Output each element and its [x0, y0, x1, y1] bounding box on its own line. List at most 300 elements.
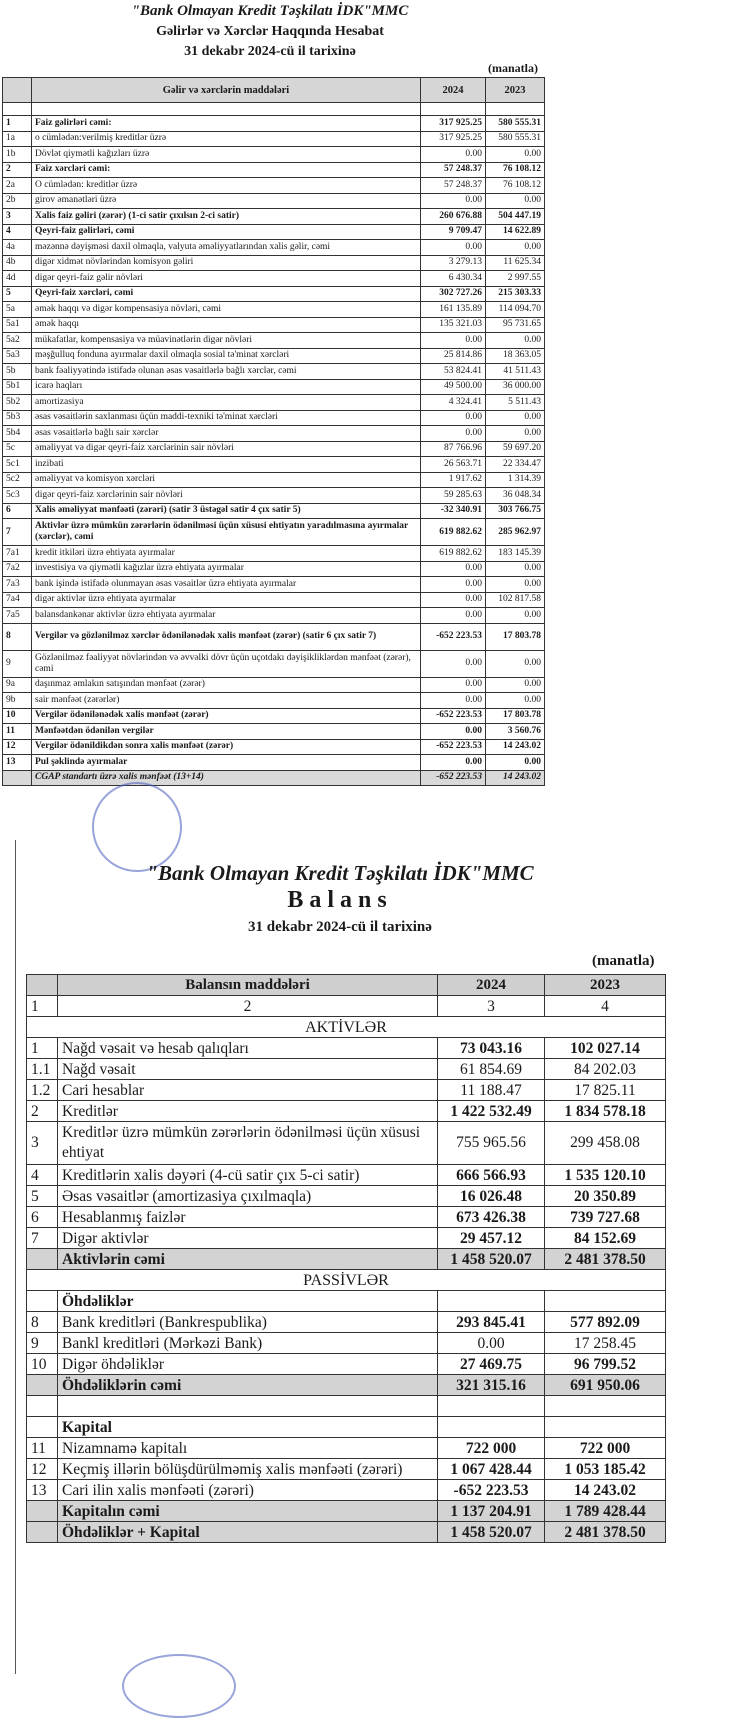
value-2024: 0.00	[438, 1333, 545, 1354]
row-number: 13	[27, 1480, 58, 1501]
row-number	[27, 1291, 58, 1312]
income-row	[3, 379, 545, 395]
income-row	[3, 770, 545, 786]
value-2023: 580 555.31	[486, 131, 545, 147]
value-2023: 102 817.58	[486, 592, 545, 608]
value-2023: 0.00	[486, 577, 545, 593]
row-label: Kreditlər	[58, 1101, 438, 1122]
value-2023: 1 314.39	[486, 472, 545, 488]
value-2024: 0.00	[421, 426, 486, 442]
col-index-1: 1	[27, 996, 58, 1017]
value-2023: 102 027.14	[545, 1038, 666, 1059]
header-2023: 2023	[545, 975, 666, 996]
report-title: Gəlirlər və Xərclər Haqqında Hesabat	[156, 24, 384, 39]
blank-row	[27, 1396, 666, 1417]
value-2023: 17 258.45	[545, 1333, 666, 1354]
value-2023: 14 622.89	[486, 224, 545, 240]
row-number: 12	[3, 739, 32, 755]
value-2023: 504 447.19	[486, 209, 545, 225]
value-2023: 59 697.20	[486, 441, 545, 457]
currency-unit: (manatla)	[488, 61, 538, 75]
column-index-row	[27, 996, 666, 1017]
income-table	[2, 77, 545, 786]
row-label: investisiya və qiymətli kağızlar üzrə ehtiyata ayırmalar	[32, 561, 421, 577]
value-2023: 22 334.47	[486, 457, 545, 473]
income-row	[3, 224, 545, 240]
row-label: balansdankənar aktivlər üzrə ehtiyata ayırmalar	[32, 608, 421, 624]
value-2024: -652 223.53	[421, 708, 486, 724]
row-number: 1.1	[27, 1059, 58, 1080]
report-date: 31 dekabr 2024-cü il tarixinə	[248, 919, 432, 935]
income-row	[3, 519, 545, 546]
row-label: digər qeyri-faiz xərclərinin sair növləri	[32, 488, 421, 504]
row-number	[27, 1501, 58, 1522]
row-number: 4a	[3, 240, 32, 256]
row-label: Vergilər ödənilənədək xalis mənfəət (zərər)	[32, 708, 421, 724]
value-2024: 317 925.25	[421, 116, 486, 132]
row-label: digər xidmət növlərindən komisyon gəliri	[32, 255, 421, 271]
value-2024: 722 000	[438, 1438, 545, 1459]
income-row	[3, 608, 545, 624]
row-label: Keçmiş illərin bölüşdürülməmiş xalis mənfəəti (zərəri)	[58, 1459, 438, 1480]
liabilities-group-row	[27, 1291, 666, 1312]
row-number: 10	[3, 708, 32, 724]
income-statement-page	[0, 0, 756, 840]
row-label: Faiz xərcləri cəmi:	[32, 162, 421, 178]
row-number: 2b	[3, 193, 32, 209]
value-2023: 0.00	[486, 608, 545, 624]
income-row	[3, 546, 545, 562]
income-row	[3, 561, 545, 577]
row-number: 5a	[3, 302, 32, 318]
row-number: 7	[27, 1228, 58, 1249]
value-2024: 161 135.89	[421, 302, 486, 318]
income-row	[3, 592, 545, 608]
liabilities-total-row	[27, 1375, 666, 1396]
row-number: 5a2	[3, 333, 32, 349]
income-row	[3, 650, 545, 677]
value-2023: 11 625.34	[486, 255, 545, 271]
row-number: 6	[27, 1207, 58, 1228]
value-2023	[545, 1417, 666, 1438]
assets-total-row	[27, 1249, 666, 1270]
value-2023: 739 727.68	[545, 1207, 666, 1228]
header-2024: 2024	[438, 975, 545, 996]
value-2024: 135 321.03	[421, 317, 486, 333]
row-number: 5c1	[3, 457, 32, 473]
value-2023	[545, 1291, 666, 1312]
value-2023: 5 511.43	[486, 395, 545, 411]
value-2024: -652 223.53	[421, 739, 486, 755]
value-2024: 16 026.48	[438, 1186, 545, 1207]
row-number: 5b1	[3, 379, 32, 395]
value-2024: 27 469.75	[438, 1354, 545, 1375]
row-label: icarə haqları	[32, 379, 421, 395]
value-2023: 0.00	[486, 333, 545, 349]
row-number: 7a4	[3, 592, 32, 608]
value-2023: 2 481 378.50	[545, 1522, 666, 1543]
header-2023: 2023	[486, 78, 545, 103]
value-2023: 1 053 185.42	[545, 1459, 666, 1480]
value-2024: 666 566.93	[438, 1165, 545, 1186]
row-number: 4d	[3, 271, 32, 287]
value-2023: 0.00	[486, 147, 545, 163]
row-number	[3, 770, 32, 786]
currency-unit: (manatla)	[592, 953, 655, 969]
value-2024: 321 315.16	[438, 1375, 545, 1396]
row-number: 8	[3, 623, 32, 650]
liabilities-section-row	[27, 1270, 666, 1291]
row-label: Kreditlərin xalis dəyəri (4-cü satir çıx 5-ci satir)	[58, 1165, 438, 1186]
row-number: 5	[27, 1186, 58, 1207]
row-number: 3	[3, 209, 32, 225]
asset-row	[27, 1228, 666, 1249]
value-2023: 1 535 120.10	[545, 1165, 666, 1186]
income-row	[3, 116, 545, 132]
value-2024: 317 925.25	[421, 131, 486, 147]
asset-row	[27, 1207, 666, 1228]
income-row	[3, 364, 545, 380]
row-label: Kreditlər üzrə mümkün zərərlərin ödənilməsi üçün xüsusi ehtiyat	[58, 1122, 438, 1165]
asset-row	[27, 1080, 666, 1101]
income-row	[3, 395, 545, 411]
report-date: 31 dekabr 2024-cü il tarixinə	[184, 44, 356, 59]
report-title: Balans	[287, 887, 393, 913]
value-2023: 0.00	[486, 426, 545, 442]
row-number: 5b3	[3, 410, 32, 426]
value-2023: 41 511.43	[486, 364, 545, 380]
value-2024: 0.00	[421, 724, 486, 740]
row-label: əməliyyat və komisyon xərcləri	[32, 472, 421, 488]
value-2023: 577 892.09	[545, 1312, 666, 1333]
value-2024: 293 845.41	[438, 1312, 545, 1333]
income-row	[3, 623, 545, 650]
grand-total-row	[27, 1522, 666, 1543]
row-label: Mənfəətdən ödənilən vergilər	[32, 724, 421, 740]
asset-row	[27, 1101, 666, 1122]
row-label: Faiz gəlirləri cəmi:	[32, 116, 421, 132]
value-2023: 20 350.89	[545, 1186, 666, 1207]
value-2024: 1 458 520.07	[438, 1522, 545, 1543]
row-number	[27, 1375, 58, 1396]
row-number: 7a1	[3, 546, 32, 562]
capital-row	[27, 1438, 666, 1459]
value-2024: -32 340.91	[421, 503, 486, 519]
value-2024: 29 457.12	[438, 1228, 545, 1249]
row-label: əmək haqqı	[32, 317, 421, 333]
row-label: Vergilər ödənildikdən sonra xalis mənfəət (zərər)	[32, 739, 421, 755]
value-2024: 1 458 520.07	[438, 1249, 545, 1270]
row-number: 5a3	[3, 348, 32, 364]
value-2024: 0.00	[421, 147, 486, 163]
row-label: əməliyyat və digər qeyri-faiz xərclərinin sair növləri	[32, 441, 421, 457]
value-2024: 25 814.86	[421, 348, 486, 364]
row-label: girov əmanətləri üzrə	[32, 193, 421, 209]
row-number	[27, 1249, 58, 1270]
value-2023: 36 000.00	[486, 379, 545, 395]
row-number: 1.2	[27, 1080, 58, 1101]
row-label: daşınmaz əmlakın satışından mənfəət (zərər)	[32, 677, 421, 693]
row-label: Öhdəliklərin cəmi	[58, 1375, 438, 1396]
value-2024: 0.00	[421, 755, 486, 771]
row-label: Aktivlər üzrə mümkün zərərlərin ödənilməsi üçün xüsusi ehtiyatın yaradılmasına ayırmalar (xərclər), cəmi	[32, 519, 421, 546]
value-2024: 260 676.88	[421, 209, 486, 225]
assets-section-label: AKTİVLƏR	[27, 1017, 666, 1038]
value-2023: 76 108.12	[486, 178, 545, 194]
value-2024: 302 727.26	[421, 286, 486, 302]
row-label: əsas vəsaitlərin saxlanması üçün maddi-texniki tə'minat xərcləri	[32, 410, 421, 426]
value-2024: 619 882.62	[421, 546, 486, 562]
liability-row	[27, 1312, 666, 1333]
row-label: Nağd vəsait	[58, 1059, 438, 1080]
income-row	[3, 193, 545, 209]
row-label: Gözlənilməz fəaliyyət növlərindən və əvvəlki dövr üçün uçotdakı dəyişikliklərdən mənfəət (zərər), cəmi	[32, 650, 421, 677]
header-item: Balansın maddələri	[58, 975, 438, 996]
value-2024: -652 223.53	[421, 623, 486, 650]
income-row	[3, 472, 545, 488]
value-2023: 96 799.52	[545, 1354, 666, 1375]
liability-row	[27, 1333, 666, 1354]
balance-table	[26, 974, 666, 1543]
row-number: 5	[3, 286, 32, 302]
header-item: Gəlir və xərclərin maddələri	[32, 78, 421, 103]
income-row	[3, 255, 545, 271]
value-2024: 53 824.41	[421, 364, 486, 380]
value-2023: 17 825.11	[545, 1080, 666, 1101]
income-row	[3, 488, 545, 504]
value-2023: 1 789 428.44	[545, 1501, 666, 1522]
row-label: məşğulluq fonduna ayırmalar daxil olmaqla sosial tə'minat xərcləri	[32, 348, 421, 364]
row-label: Dövlət qiymətli kağızları üzrə	[32, 147, 421, 163]
row-label: Digər aktivlər	[58, 1228, 438, 1249]
page-edge	[15, 840, 16, 1674]
value-2024: 59 285.63	[421, 488, 486, 504]
row-number	[27, 1522, 58, 1543]
income-row	[3, 693, 545, 709]
income-row	[3, 457, 545, 473]
row-label: əmək haqqı və digər kompensasiya növləri, cəmi	[32, 302, 421, 318]
value-2024: 57 248.37	[421, 178, 486, 194]
value-2023: 36 048.34	[486, 488, 545, 504]
income-row	[3, 348, 545, 364]
income-row	[3, 708, 545, 724]
value-2023: 17 803.78	[486, 623, 545, 650]
value-2024	[438, 1291, 545, 1312]
row-number: 1	[3, 116, 32, 132]
asset-row	[27, 1122, 666, 1165]
company-name: "Bank Olmayan Kredit Təşkilatı İDK"MMC	[131, 3, 409, 19]
asset-row	[27, 1165, 666, 1186]
row-number: 11	[3, 724, 32, 740]
value-2024: 1 137 204.91	[438, 1501, 545, 1522]
value-2023: 0.00	[486, 240, 545, 256]
value-2023: 0.00	[486, 193, 545, 209]
row-number: 2	[27, 1101, 58, 1122]
liabilities-section-label: PASSİVLƏR	[27, 1270, 666, 1291]
row-label: Xalis əməliyyat mənfəəti (zərəri) (satir 3 üstəgəl satir 4 çıx satir 5)	[32, 503, 421, 519]
row-label: Digər öhdəliklər	[58, 1354, 438, 1375]
row-number: 1a	[3, 131, 32, 147]
income-row	[3, 503, 545, 519]
value-2024: 57 248.37	[421, 162, 486, 178]
empty-cell	[545, 1396, 666, 1417]
empty-cell	[27, 1396, 58, 1417]
row-number: 7a2	[3, 561, 32, 577]
row-label: Əsas vəsaitlər (amortizasiya çıxılmaqla)	[58, 1186, 438, 1207]
row-number: 9	[3, 650, 32, 677]
row-number: 1	[27, 1038, 58, 1059]
value-2023: 76 108.12	[486, 162, 545, 178]
value-2024: -652 223.53	[438, 1480, 545, 1501]
row-label: Hesablanmış faizlər	[58, 1207, 438, 1228]
value-2024: 6 430.34	[421, 271, 486, 287]
row-number: 6	[3, 503, 32, 519]
value-2023: 0.00	[486, 755, 545, 771]
value-2024: 0.00	[421, 650, 486, 677]
row-number: 2a	[3, 178, 32, 194]
row-number: 7a3	[3, 577, 32, 593]
row-number: 5c3	[3, 488, 32, 504]
income-row	[3, 317, 545, 333]
row-number: 10	[27, 1354, 58, 1375]
row-label: bank fəaliyyətində istifadə olunan əsas vəsaitlərlə bağlı xərclər, cəmi	[32, 364, 421, 380]
income-row	[3, 271, 545, 287]
row-label: Cari hesablar	[58, 1080, 438, 1101]
row-number: 7	[3, 519, 32, 546]
col-index-4: 4	[545, 996, 666, 1017]
row-label: Qeyri-faiz xərcləri, cəmi	[32, 286, 421, 302]
value-2023: 2 997.55	[486, 271, 545, 287]
row-label: Nağd vəsait və hesab qalıqları	[58, 1038, 438, 1059]
income-row	[3, 577, 545, 593]
row-label: Qeyri-faiz gəlirləri, cəmi	[32, 224, 421, 240]
value-2024: 3 279.13	[421, 255, 486, 271]
row-number: 2	[3, 162, 32, 178]
asset-row	[27, 1186, 666, 1207]
income-row	[3, 162, 545, 178]
row-number: 12	[27, 1459, 58, 1480]
income-row	[3, 286, 545, 302]
value-2023: 1 834 578.18	[545, 1101, 666, 1122]
income-header-row	[3, 78, 545, 103]
row-label: Cari ilin xalis mənfəəti (zərəri)	[58, 1480, 438, 1501]
value-2023: 0.00	[486, 650, 545, 677]
row-number: 1b	[3, 147, 32, 163]
value-2023: 0.00	[486, 693, 545, 709]
row-label: Bank kreditləri (Bankrespublika)	[58, 1312, 438, 1333]
value-2024: 0.00	[421, 677, 486, 693]
row-label: CGAP standartı üzrə xalis mənfəət (13+14)	[32, 770, 421, 786]
header-number	[3, 78, 32, 103]
row-label: inzibati	[32, 457, 421, 473]
row-label: Aktivlərin cəmi	[58, 1249, 438, 1270]
row-label: Nizamnamə kapitalı	[58, 1438, 438, 1459]
income-row	[3, 302, 545, 318]
row-number: 7a5	[3, 608, 32, 624]
value-2023: 14 243.02	[486, 739, 545, 755]
value-2024: 673 426.38	[438, 1207, 545, 1228]
value-2023: 303 766.75	[486, 503, 545, 519]
value-2023: 84 152.69	[545, 1228, 666, 1249]
row-number: 9a	[3, 677, 32, 693]
income-row	[3, 677, 545, 693]
value-2023: 691 950.06	[545, 1375, 666, 1396]
income-row	[3, 755, 545, 771]
row-label: Xalis faiz gəliri (zərər) (1-ci satir çıxılsın 2-ci satir)	[32, 209, 421, 225]
row-number: 11	[27, 1438, 58, 1459]
value-2024: 1 067 428.44	[438, 1459, 545, 1480]
value-2024: 26 563.71	[421, 457, 486, 473]
row-label: mükafatlar, kompensasiya və müavinətlərin digər növləri	[32, 333, 421, 349]
value-2023: 14 243.02	[545, 1480, 666, 1501]
row-number: 5b	[3, 364, 32, 380]
value-2023: 17 803.78	[486, 708, 545, 724]
value-2023: 580 555.31	[486, 116, 545, 132]
row-label: o cümlədən:verilmiş kreditlər üzrə	[32, 131, 421, 147]
value-2023: 84 202.03	[545, 1059, 666, 1080]
value-2024: 755 965.56	[438, 1122, 545, 1165]
value-2024: 0.00	[421, 561, 486, 577]
income-row	[3, 209, 545, 225]
row-number: 5a1	[3, 317, 32, 333]
asset-row	[27, 1059, 666, 1080]
value-2023: 285 962.97	[486, 519, 545, 546]
income-row	[3, 724, 545, 740]
row-number: 13	[3, 755, 32, 771]
value-2024	[438, 1417, 545, 1438]
value-2024: 0.00	[421, 240, 486, 256]
row-label: Bankl kreditləri (Mərkəzi Bank)	[58, 1333, 438, 1354]
value-2024: 11 188.47	[438, 1080, 545, 1101]
value-2023: 3 560.76	[486, 724, 545, 740]
value-2023: 14 243.02	[486, 770, 545, 786]
row-number: 5b4	[3, 426, 32, 442]
value-2024: 0.00	[421, 577, 486, 593]
value-2024: 87 766.96	[421, 441, 486, 457]
empty-cell	[58, 1396, 438, 1417]
value-2024: 0.00	[421, 592, 486, 608]
row-number: 4	[27, 1165, 58, 1186]
value-2024: 1 917.62	[421, 472, 486, 488]
group-label: Kapital	[58, 1417, 438, 1438]
value-2024: 73 043.16	[438, 1038, 545, 1059]
row-label: O cümlədən: kreditlər üzrə	[32, 178, 421, 194]
row-label: Kapitalın cəmi	[58, 1501, 438, 1522]
row-label: kredit itkiləri üzrə ehtiyata ayırmalar	[32, 546, 421, 562]
income-row	[3, 240, 545, 256]
row-number: 9	[27, 1333, 58, 1354]
row-label: bank işində istifadə olunmayan əsas vəsaitlər üzrə ehtiyata ayırmalar	[32, 577, 421, 593]
row-label: sair mənfəət (zərərlər)	[32, 693, 421, 709]
value-2023: 299 458.08	[545, 1122, 666, 1165]
value-2023: 0.00	[486, 561, 545, 577]
row-number	[27, 1417, 58, 1438]
value-2024: 49 500.00	[421, 379, 486, 395]
row-label: Pul şəklində ayırmalar	[32, 755, 421, 771]
balance-header-row	[27, 975, 666, 996]
col-index-3: 3	[438, 996, 545, 1017]
income-row	[3, 441, 545, 457]
assets-section-row	[27, 1017, 666, 1038]
income-row	[3, 410, 545, 426]
value-2024: 0.00	[421, 333, 486, 349]
income-row	[3, 426, 545, 442]
row-label: Vergilər və gözlənilməz xərclər ödənilənədək xalis mənfəət (zərər) (satir 6 çıx satir 7)	[32, 623, 421, 650]
row-number: 5c	[3, 441, 32, 457]
value-2024: 0.00	[421, 410, 486, 426]
value-2023: 2 481 378.50	[545, 1249, 666, 1270]
row-label: məzənnə dəyişməsi daxil olmaqla, valyuta əməliyyatlarından xalis gəlir, cəmi	[32, 240, 421, 256]
